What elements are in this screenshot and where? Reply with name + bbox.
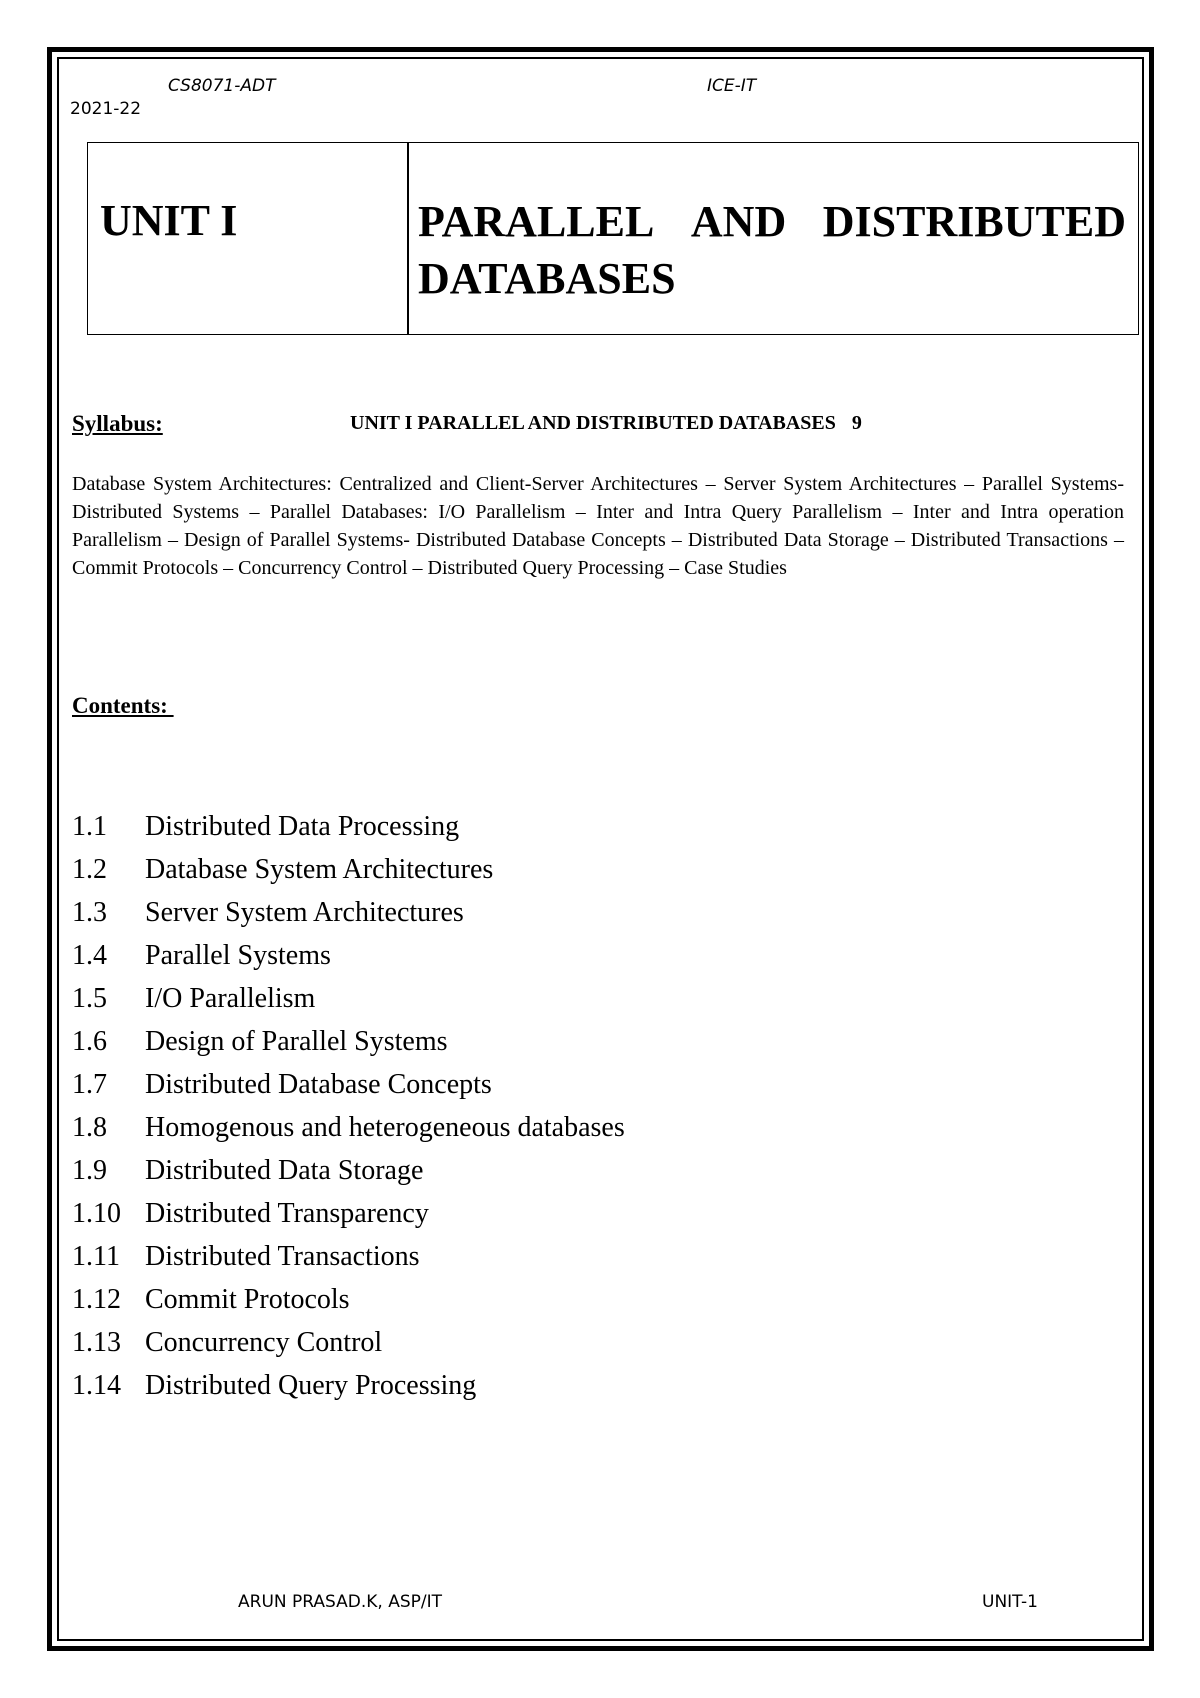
- contents-item-number: 1.3: [72, 897, 107, 928]
- academic-year: 2021-22: [70, 99, 142, 119]
- contents-item-title: Homogenous and heterogeneous databases: [145, 1112, 625, 1143]
- unit-title-word: DISTRIBUTED: [822, 197, 1126, 246]
- syllabus-body: Database System Architectures: Centralized and Client-Server Architectures – Server System Architectures – Parallel Systems- Distributed Systems – Parallel Databases: I/O Parallelism – Inter and Intra Query Parallelism – Inter and Intra operation Parallelism – Design of Parallel Systems- Distributed Database Concepts – Distributed Data Storage – Distributed Transactions – Commit Protocols – Concurrency Control – Distributed Query Processing – Case Studies: [72, 473, 1124, 579]
- contents-list: [72, 805, 625, 1407]
- contents-item-number: 1.6: [72, 1026, 107, 1057]
- contents-item-number: 1.1: [72, 811, 107, 842]
- title-divider: [407, 142, 409, 335]
- syllabus-label: Syllabus:: [72, 411, 163, 436]
- contents-item: [72, 1278, 625, 1321]
- contents-item-title: Distributed Database Concepts: [145, 1069, 492, 1100]
- contents-item-title: I/O Parallelism: [145, 983, 316, 1014]
- contents-item-title: Commit Protocols: [145, 1284, 350, 1315]
- contents-label: Contents:: [72, 693, 174, 718]
- contents-item-title: Distributed Query Processing: [145, 1370, 477, 1401]
- syllabus-heading: [350, 412, 862, 435]
- contents-item-title: Distributed Transparency: [145, 1198, 429, 1229]
- contents-item-title: Distributed Transactions: [145, 1241, 420, 1272]
- contents-item: [72, 1192, 625, 1235]
- contents-item: [72, 1149, 625, 1192]
- unit-title-word: AND: [690, 197, 787, 246]
- contents-item-number: 1.10: [72, 1198, 121, 1229]
- contents-item: [72, 977, 625, 1020]
- unit-title: [418, 193, 1126, 307]
- unit-label: UNIT I: [100, 196, 238, 245]
- contents-item-number: 1.14: [72, 1370, 121, 1401]
- contents-item-title: Parallel Systems: [145, 940, 331, 971]
- footer-unit: UNIT-1: [982, 1592, 1038, 1612]
- contents-item-title: Distributed Data Storage: [145, 1155, 424, 1186]
- contents-item: [72, 848, 625, 891]
- contents-item: [72, 1321, 625, 1364]
- contents-item: [72, 1063, 625, 1106]
- contents-item: [72, 1106, 625, 1149]
- footer-author: ARUN PRASAD.K, ASP/IT: [238, 1592, 442, 1612]
- syllabus-heading-text: UNIT I PARALLEL AND DISTRIBUTED DATABASES: [350, 412, 836, 434]
- contents-item-number: 1.7: [72, 1069, 107, 1100]
- contents-item: [72, 891, 625, 934]
- contents-item-title: Database System Architectures: [145, 854, 494, 885]
- contents-item-title: Distributed Data Processing: [145, 811, 460, 842]
- unit-title-line2: DATABASES: [418, 254, 676, 303]
- contents-item: [72, 1364, 625, 1407]
- contents-item: [72, 1235, 625, 1278]
- contents-item-number: 1.5: [72, 983, 107, 1014]
- contents-item-number: 1.2: [72, 854, 107, 885]
- contents-item-number: 1.12: [72, 1284, 121, 1315]
- contents-item-number: 1.13: [72, 1327, 121, 1358]
- syllabus-hours: 9: [851, 412, 862, 434]
- contents-item: [72, 934, 625, 977]
- department: ICE-IT: [707, 76, 757, 96]
- contents-item-number: 1.9: [72, 1155, 107, 1186]
- unit-title-word: PARALLEL: [418, 197, 655, 246]
- contents-item: [72, 805, 625, 848]
- unit-title-line1: [418, 193, 1126, 250]
- contents-item: [72, 1020, 625, 1063]
- contents-item-number: 1.11: [72, 1241, 120, 1272]
- contents-item-number: 1.4: [72, 940, 107, 971]
- course-code: CS8071-ADT: [168, 76, 276, 96]
- contents-item-title: Design of Parallel Systems: [145, 1026, 448, 1057]
- contents-item-title: Concurrency Control: [145, 1327, 383, 1358]
- contents-item-number: 1.8: [72, 1112, 107, 1143]
- contents-item-title: Server System Architectures: [145, 897, 464, 928]
